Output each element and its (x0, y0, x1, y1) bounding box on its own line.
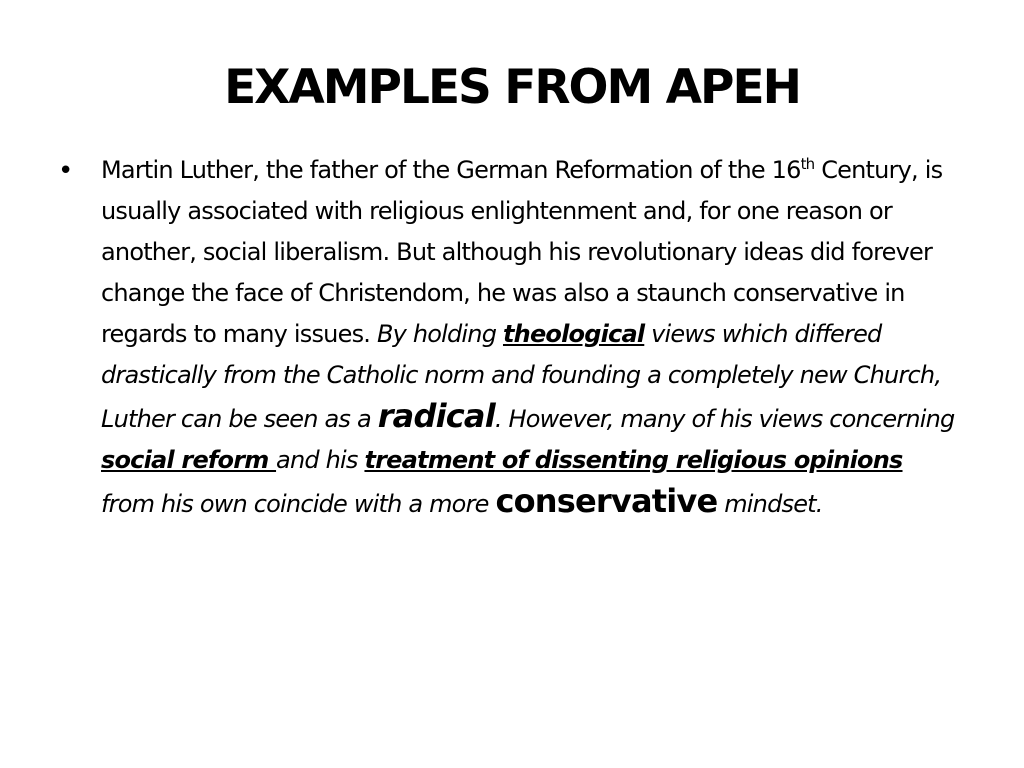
italic-text-4: and his (276, 446, 365, 474)
ordinal-suffix: th (800, 155, 815, 173)
italic-text-2: views which differed drastically from the Catholic norm and founding a completely new Church, Luther can be seen as a (101, 320, 942, 433)
italic-text-1: By holding (376, 320, 503, 348)
slide-title: EXAMPLES FROM APEH (224, 60, 800, 115)
emphasis-conservative: conservative (495, 482, 718, 520)
text-context: Century, is usually associated with religious enlightenment and, for one reason or another, social liberalism. But although his revolutionary ideas did forever change the face of Christendom, he was also a staunch conservative in regards to many issues. (101, 156, 943, 348)
underlined-term-theological: theological (502, 320, 645, 348)
bullet-dot: • (58, 156, 74, 186)
bullet-text (101, 150, 958, 525)
underlined-term-social-reform: social reform (101, 446, 277, 474)
emphasis-radical: radical (377, 397, 495, 435)
italic-text-5: from his own coincide with a more (101, 490, 496, 518)
italic-text-3: . However, many of his views concerning (494, 405, 955, 433)
bullet-item (58, 150, 958, 525)
slide-content (58, 150, 958, 525)
text-intro: Martin Luther, the father of the German Reformation of the 16 (101, 156, 801, 184)
underlined-term-treatment: treatment of dissenting religious opinions (364, 446, 903, 474)
bullet-list (58, 150, 958, 525)
italic-text-6: mindset. (717, 490, 823, 518)
